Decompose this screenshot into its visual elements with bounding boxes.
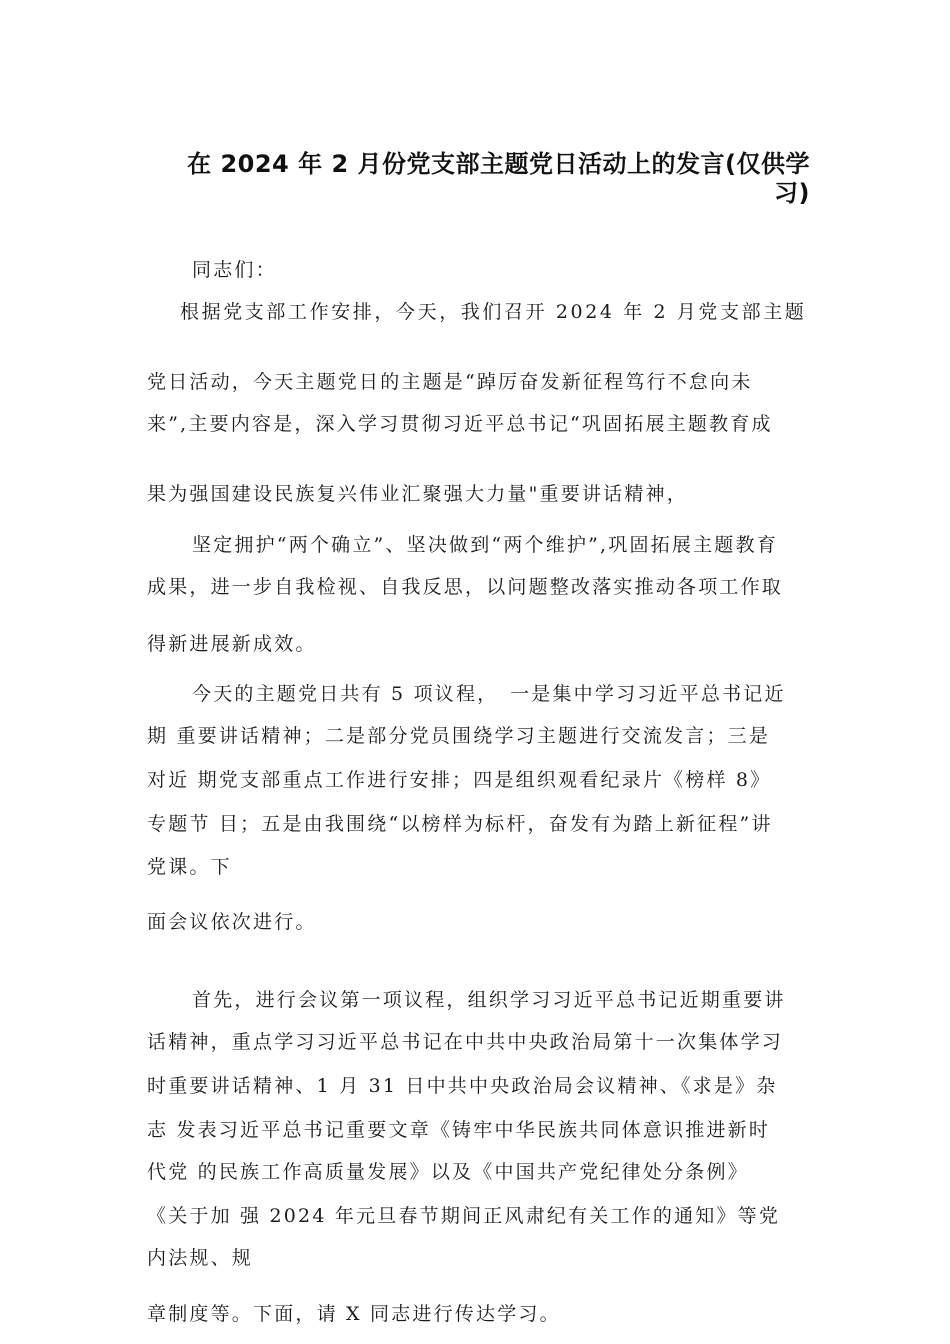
title-line-2: 习)	[774, 179, 810, 207]
body-line: 期 重要讲话精神；二是部分党员围绕学习主题进行交流发言；三是	[147, 725, 771, 747]
body-line: 果为强国建设民族复兴伟业汇聚强大力量"重要讲话精神，	[147, 483, 688, 505]
body-line: 话精神，重点学习习近平总书记在中共中央政治局第十一次集体学习	[147, 1031, 784, 1053]
body-line: 成果，进一步自我检视、自我反思，以问题整改落实推动各项工作取	[147, 576, 784, 598]
body-line: 来”,主要内容是，深入学习贯彻习近平总书记“巩固拓展主题教育成	[147, 413, 773, 435]
body-line: 党课。下	[147, 856, 232, 878]
document-title	[150, 150, 810, 208]
body-line: 根据党支部工作安排，今天，我们召开 2024 年 2 月党支部主题	[180, 301, 807, 323]
body-line: 内法规、规	[147, 1247, 254, 1269]
body-line: 首先，进行会议第一项议程，组织学习习近平总书记近期重要讲	[192, 989, 786, 1011]
body-line: 党日活动，今天主题党日的主题是“踔厉奋发新征程笃行不怠向未	[147, 371, 753, 393]
body-line: 今天的主题党日共有 5 项议程， 一是集中学习习近平总书记近	[192, 683, 786, 705]
body-line: 对近 期党支部重点工作进行安排；四是组织观看纪录片《榜样 8》	[147, 769, 772, 791]
body-line: 时重要讲话精神、1 月 31 日中共中央政治局会议精神、《求是》杂	[147, 1075, 778, 1097]
title-line-1: 在 2024 年 2 月份党支部主题党日活动上的发言(仅供学	[187, 150, 810, 178]
body-line: 《关于加 强 2024 年元旦春节期间正风肃纪有关工作的通知》等党	[147, 1205, 781, 1227]
body-line: 章制度等。下面，请 X 同志进行传达学习。	[147, 1303, 561, 1325]
body-line: 专题节 目；五是由我围绕“以榜样为标杆，奋发有为踏上新征程”讲	[147, 813, 773, 835]
body-line: 代党 的民族工作高质量发展》以及《中国共产党纪律处分条例》	[147, 1161, 749, 1183]
salutation: 同志们：	[192, 259, 277, 281]
body-line: 得新进展新成效。	[147, 633, 317, 655]
body-line: 志 发表习近平总书记重要文章《铸牢中华民族共同体意识推进新时	[147, 1119, 771, 1141]
body-line: 坚定拥护“两个确立”、坚决做到“两个维护”,巩固拓展主题教育	[192, 534, 778, 556]
body-line: 面会议依次进行。	[147, 911, 317, 933]
